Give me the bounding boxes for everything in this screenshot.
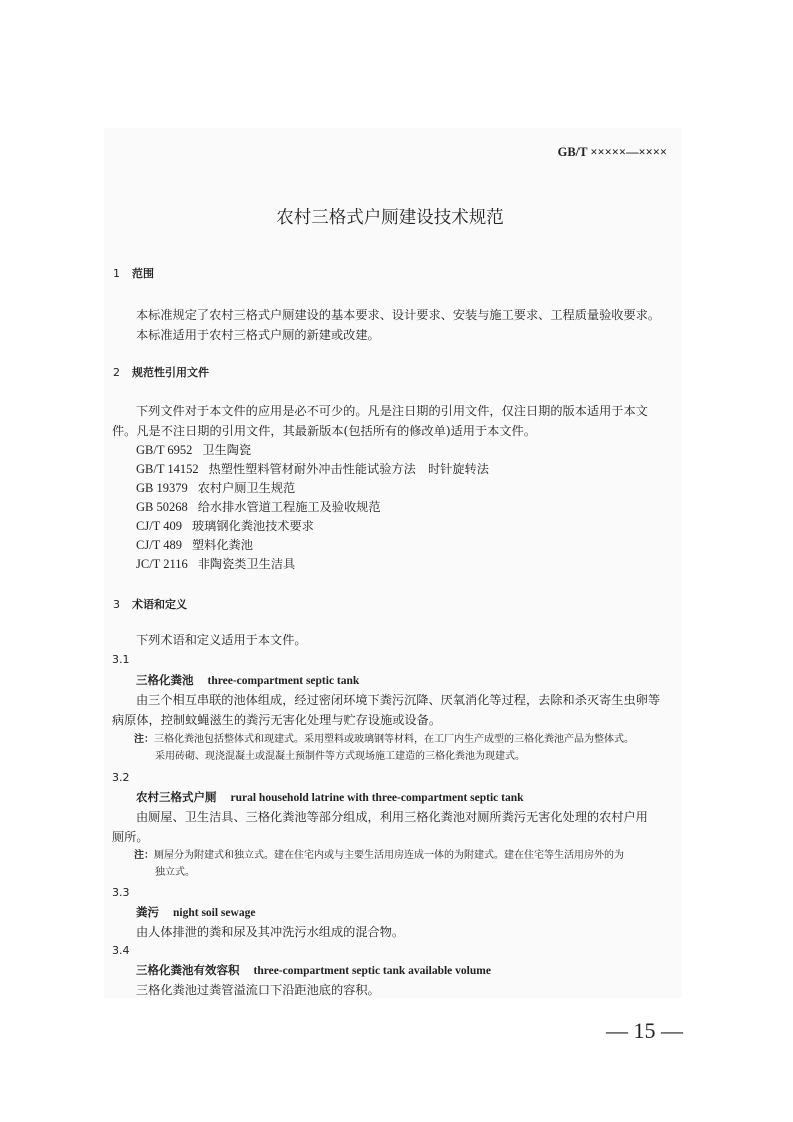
- section-title: 范围: [132, 267, 154, 280]
- reference-code: GB 19379: [136, 481, 188, 495]
- reference-item: [136, 556, 295, 572]
- definition-line: 由厕屋、卫生洁具、三格化粪池等部分组成，利用三格化粪池对厕所粪污无害化处理的农村户用: [136, 810, 648, 824]
- reference-title: 卫生陶瓷: [202, 443, 252, 457]
- reference-code: GB/T 14152: [136, 462, 199, 476]
- term-cn: 粪污: [136, 905, 159, 919]
- note-label: 注：: [134, 734, 154, 745]
- page-number: — 15 —: [606, 1018, 683, 1043]
- term-number: 3.4: [112, 944, 130, 957]
- term-cn: 农村三格式户厕: [136, 790, 217, 804]
- reference-code: JC/T 2116: [136, 557, 188, 571]
- section-title: 规范性引用文件: [132, 366, 209, 379]
- note-label: 注：: [134, 850, 154, 861]
- reference-code: CJ/T 409: [136, 519, 182, 533]
- definition-line: 由人体排泄的粪和尿及其冲洗污水组成的混合物。: [136, 925, 405, 939]
- section-2-heading: [113, 365, 209, 381]
- definition-line: 病原体，控制蚊蝇滋生的粪污无害化处理与贮存设施或设备。: [112, 713, 442, 727]
- term-en: rural household latrine with three-compartment septic tank: [230, 792, 524, 804]
- reference-item: [136, 518, 314, 534]
- definition-line: 厕所。: [112, 830, 149, 844]
- definition-line: 由三个相互串联的池体组成，经过密闭环境下粪污沉降、厌氧消化等过程，去除和杀灭寄生虫卵等: [136, 693, 661, 707]
- paragraph-line: 下列术语和定义适用于本文件。: [136, 633, 307, 647]
- section-3-heading: [113, 597, 187, 613]
- section-title: 术语和定义: [132, 598, 187, 611]
- reference-item: [136, 442, 251, 458]
- reference-title: 玻璃钢化粪池技术要求: [191, 519, 314, 533]
- reference-item: [136, 537, 253, 553]
- reference-title: 给水排水管道工程施工及验收规范: [197, 500, 381, 514]
- term-number: 3.3: [112, 886, 130, 899]
- note-text: 采用砖砌、现浇混凝土或混凝土预制件等方式现场施工建造的三格化粪池为现建式。: [155, 751, 525, 762]
- reference-title: 热塑性塑料管材耐外冲击性能试验方法 时针旋转法: [208, 462, 489, 476]
- reference-item: [136, 499, 381, 515]
- paragraph-line: 本标准规定了农村三格式户厕建设的基本要求、设计要求、安装与施工要求、工程质量验收要求。: [136, 308, 661, 322]
- term-heading: [136, 962, 491, 979]
- document-title: 农村三格式户厕建设技术规范: [276, 208, 504, 228]
- reference-code: CJ/T 489: [136, 538, 182, 552]
- section-number: 3: [113, 598, 120, 611]
- paragraph-line: 下列文件对于本文件的应用是必不可少的。凡是注日期的引用文件，仅注日期的版本适用于本文: [136, 404, 648, 418]
- note-text: 独立式。: [155, 867, 195, 878]
- term-heading: [136, 904, 255, 921]
- note-text: 厕屋分为附建式和独立式。建在住宅内或与主要生活用房连成一体的为附建式。建在住宅等生活用房外的为: [154, 850, 624, 861]
- term-number: 3.2: [112, 771, 130, 784]
- term-en: three-compartment septic tank available volume: [253, 965, 491, 977]
- section-number: 1: [113, 267, 120, 280]
- paragraph-line: 件。凡是不注日期的引用文件，其最新版本(包括所有的修改单)适用于本文件。: [112, 424, 536, 438]
- term-en: three-compartment septic tank: [207, 675, 360, 687]
- note: [134, 848, 624, 864]
- section-1-heading: [113, 266, 154, 282]
- reference-title: 非陶瓷类卫生洁具: [197, 557, 296, 571]
- paragraph-line: 本标准适用于农村三格式户厕的新建或改建。: [136, 328, 380, 342]
- reference-code: GB/T 6952: [136, 443, 193, 457]
- note-text: 三格化粪池包括整体式和现建式。采用塑料或玻璃钢等材料，在工厂内生产成型的三格化粪池产品为整体式。: [154, 734, 634, 745]
- reference-item: [136, 461, 489, 477]
- reference-title: 塑料化粪池: [191, 538, 253, 552]
- standard-number: GB/T ×××××—××××: [557, 145, 667, 159]
- definition-line: 三格化粪池过粪管溢流口下沿距池底的容积。: [136, 983, 380, 997]
- term-heading: [136, 672, 359, 689]
- reference-item: [136, 480, 295, 496]
- reference-code: GB 50268: [136, 500, 188, 514]
- section-number: 2: [113, 366, 120, 379]
- note: [134, 732, 634, 748]
- term-en: night soil sewage: [173, 907, 256, 919]
- term-cn: 三格化粪池有效容积: [136, 963, 240, 977]
- term-number: 3.1: [112, 653, 130, 666]
- term-heading: [136, 789, 524, 806]
- term-cn: 三格化粪池: [136, 673, 194, 687]
- reference-title: 农村户厕卫生规范: [197, 481, 296, 495]
